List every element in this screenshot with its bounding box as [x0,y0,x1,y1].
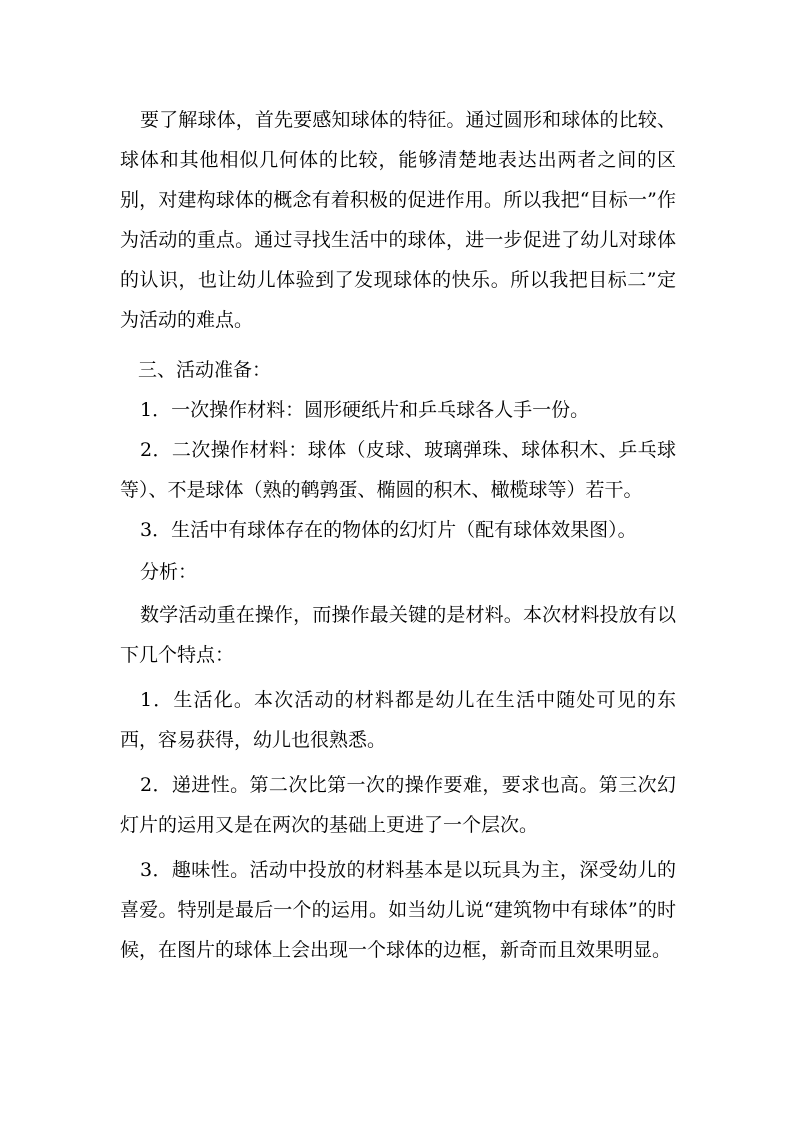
list-item-material-3: 3．生活中有球体存在的物体的幻灯片（配有球体效果图）。 [140,519,637,541]
list-item-material-1: 1．一次操作材料：圆形硬纸片和乒乓球各人手一份。 [140,399,590,421]
list-item-material-2: 2．二次操作材料：球体（皮球、玻璃弹珠、球体积木、乒乓球等）、不是球体（熟的鹌鹑蛋、椭圆的积木、橄榄球等）若干。 [120,439,676,501]
list-item-feature-3: 3．趣味性。活动中投放的材料基本是以玩具为主，深受幼儿的喜爱。特别是最后一个的运用。如当幼儿说“建筑物中有球体”的时候，在图片的球体上会出现一个球体的边框，新奇而且效果明显。 [120,859,676,961]
paragraph-intro: 要了解球体，首先要感知球体的特征。通过圆形和球体的比较、球体和其他相似几何体的比较，能够清楚地表达出两者之间的区别，对建构球体的概念有着积极的促进作用。所以我把“目标一”作为活动的重点。通过寻找生活中的球体，进一步促进了幼儿对球体的认识，也让幼儿体验到了发现球体的快乐。所以我把目标二”定为活动的难点。 [120,109,676,331]
section-heading-preparation: 三、活动准备： [138,359,272,381]
analysis-label: 分析： [140,561,198,583]
list-item-feature-1: 1．生活化。本次活动的材料都是幼儿在生活中随处可见的东西，容易获得，幼儿也很熟悉。 [120,689,676,751]
paragraph-analysis: 数学活动重在操作，而操作最关键的是材料。本次材料投放有以下几个特点： [120,604,676,666]
list-item-feature-2: 2．递进性。第二次比第一次的操作要难，要求也高。第三次幻灯片的运用又是在两次的基础上更进了一个层次。 [120,774,676,836]
